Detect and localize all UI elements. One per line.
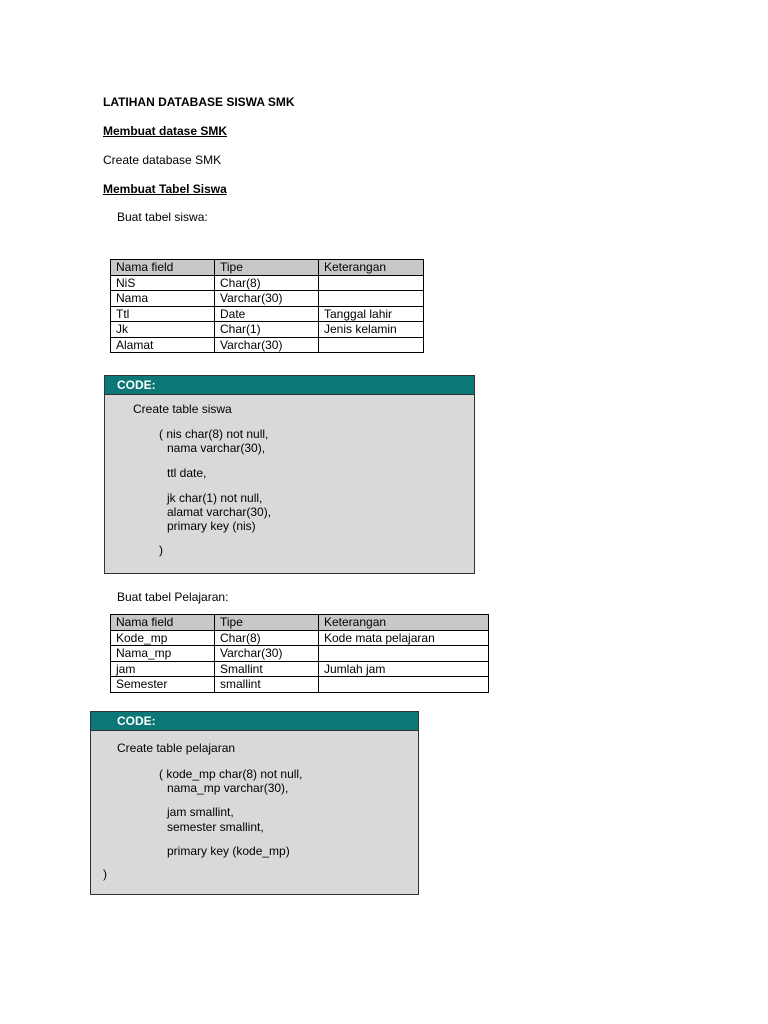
code-line: Create table pelajaran <box>117 741 236 755</box>
code-line: Create table siswa <box>133 402 232 416</box>
table-cell: Kode mata pelajaran <box>319 630 489 646</box>
table-cell: Char(1) <box>215 322 319 338</box>
code-line: jk char(1) not null, <box>167 491 263 505</box>
code-line: nama varchar(30), <box>167 441 266 455</box>
table-row <box>111 291 424 307</box>
table-cell: Char(8) <box>215 630 319 646</box>
code-line: jam smallint, <box>167 805 234 819</box>
table-row <box>111 275 424 291</box>
header-cell: Keterangan <box>319 260 424 276</box>
header-cell: Nama field <box>111 615 215 631</box>
table-row <box>111 677 489 693</box>
code-line: alamat varchar(30), <box>167 505 272 519</box>
table-cell <box>319 337 424 353</box>
table-cell: Smallint <box>215 661 319 677</box>
table-cell <box>319 291 424 307</box>
table-cell: Alamat <box>111 337 215 353</box>
table-cell: Jumlah jam <box>319 661 489 677</box>
code-box-siswa <box>104 375 475 574</box>
table-cell: Nama_mp <box>111 646 215 662</box>
table-row <box>111 630 489 646</box>
table-cell <box>319 646 489 662</box>
section-heading-database: Membuat datase SMK <box>103 124 228 138</box>
section-heading-tabel-siswa: Membuat Tabel Siswa <box>103 182 227 196</box>
siswa-intro-text: Buat tabel siswa: <box>117 210 208 224</box>
code-line: semester smallint, <box>167 820 264 834</box>
table-cell: Ttl <box>111 306 215 322</box>
code-line: nama_mp varchar(30), <box>167 781 289 795</box>
code-line: ttl date, <box>167 466 207 480</box>
table-cell: smallint <box>215 677 319 693</box>
code-box-pelajaran <box>90 711 419 895</box>
table-row <box>111 306 424 322</box>
table-cell: Varchar(30) <box>215 291 319 307</box>
page-title: LATIHAN DATABASE SISWA SMK <box>103 95 295 109</box>
table-cell: Jenis kelamin <box>319 322 424 338</box>
create-database-text: Create database SMK <box>103 153 222 167</box>
table-row <box>111 661 489 677</box>
code-line: ( kode_mp char(8) not null, <box>159 767 303 781</box>
code-line: ( nis char(8) not null, <box>159 427 269 441</box>
table-cell: Semester <box>111 677 215 693</box>
table-cell: Kode_mp <box>111 630 215 646</box>
pelajaran-intro-text: Buat tabel Pelajaran: <box>117 590 229 604</box>
header-cell: Keterangan <box>319 615 489 631</box>
table-cell: Varchar(30) <box>215 337 319 353</box>
table-cell: Jk <box>111 322 215 338</box>
table-row <box>111 646 489 662</box>
table-cell: Date <box>215 306 319 322</box>
header-cell: Tipe <box>215 260 319 276</box>
table-cell: Tanggal lahir <box>319 306 424 322</box>
table-header-row <box>111 615 489 631</box>
table-cell: Char(8) <box>215 275 319 291</box>
table-header-row <box>111 260 424 276</box>
code-line: ) <box>159 543 163 557</box>
table-cell: jam <box>111 661 215 677</box>
table-row <box>111 337 424 353</box>
header-cell: Nama field <box>111 260 215 276</box>
table-cell: Nama <box>111 291 215 307</box>
table-cell <box>319 275 424 291</box>
code-line: primary key (kode_mp) <box>167 844 290 858</box>
table-siswa <box>110 259 424 353</box>
code-line: ) <box>103 867 107 881</box>
code-label: CODE: <box>91 712 418 731</box>
table-cell: Varchar(30) <box>215 646 319 662</box>
table-cell <box>319 677 489 693</box>
header-cell: Tipe <box>215 615 319 631</box>
code-label: CODE: <box>105 376 474 395</box>
code-line: primary key (nis) <box>167 519 256 533</box>
table-row <box>111 322 424 338</box>
table-cell: NiS <box>111 275 215 291</box>
table-pelajaran <box>110 614 489 693</box>
